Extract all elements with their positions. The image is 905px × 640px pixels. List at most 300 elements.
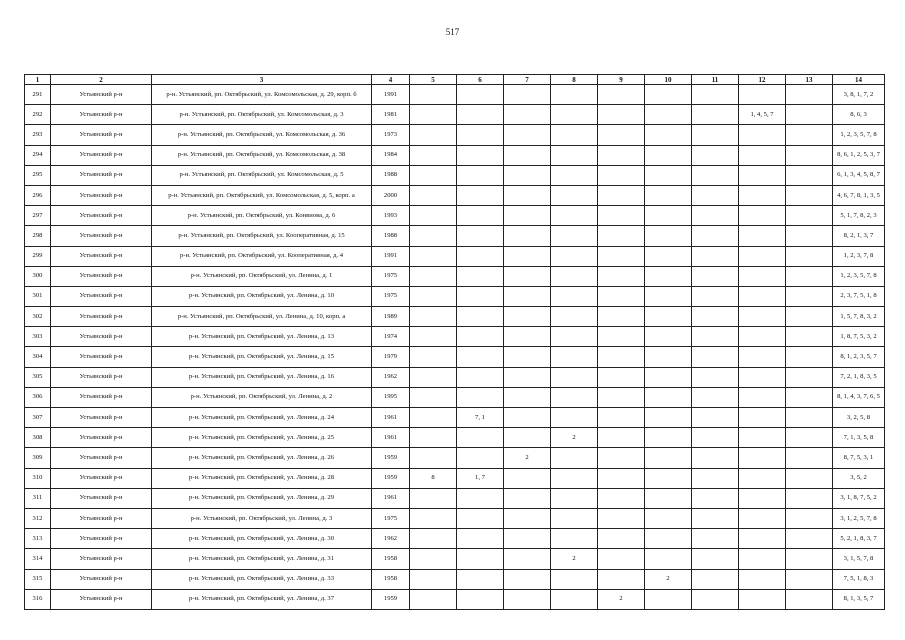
table-cell-col-10 [645, 589, 692, 609]
table-cell-col-9 [598, 408, 645, 428]
table-cell-col-6 [457, 347, 504, 367]
table-cell-col-8 [551, 508, 598, 528]
table-cell-col-12 [739, 387, 786, 407]
table-cell-col-7 [504, 549, 551, 569]
table-cell-col-6 [457, 145, 504, 165]
column-header: 5 [410, 75, 457, 85]
table-cell-col-7 [504, 105, 551, 125]
table-row [25, 165, 885, 185]
table-cell-col-14: 8, 7, 5, 3, 1 [833, 448, 885, 468]
table-cell-col-14: 3, 5, 2 [833, 468, 885, 488]
table-cell-col-2: Устьянский р-н [51, 307, 152, 327]
table-cell-col-7 [504, 165, 551, 185]
table-cell-col-8 [551, 165, 598, 185]
table-cell-col-9 [598, 529, 645, 549]
table-cell-col-8 [551, 488, 598, 508]
table-cell-col-4: 1984 [372, 145, 410, 165]
table-row [25, 307, 885, 327]
table-cell-col-4: 1981 [372, 105, 410, 125]
table-cell-col-2: Устьянский р-н [51, 387, 152, 407]
table-cell-col-11 [692, 165, 739, 185]
table-cell-col-12 [739, 428, 786, 448]
column-header: 3 [152, 75, 372, 85]
table-cell-col-5 [410, 105, 457, 125]
table-cell-col-14: 1, 2, 3, 5, 7, 8 [833, 266, 885, 286]
table-cell-col-13 [786, 286, 833, 306]
table-cell-col-1: 305 [25, 367, 51, 387]
table-cell-col-2: Устьянский р-н [51, 206, 152, 226]
table-cell-col-9 [598, 307, 645, 327]
table-cell-col-6 [457, 529, 504, 549]
table-cell-col-7 [504, 206, 551, 226]
table-cell-col-1: 296 [25, 185, 51, 205]
table-cell-col-7 [504, 428, 551, 448]
table-cell-col-2: Устьянский р-н [51, 125, 152, 145]
table-row [25, 286, 885, 306]
table-cell-col-12 [739, 206, 786, 226]
table-row [25, 488, 885, 508]
table-cell-col-12 [739, 266, 786, 286]
table-cell-col-3: р-н. Устьянский, рп. Октябрьский, ул. Ленина, д. 28 [152, 468, 372, 488]
table-cell-col-9 [598, 206, 645, 226]
table-cell-col-1: 316 [25, 589, 51, 609]
table-cell-col-5 [410, 529, 457, 549]
table-cell-col-8 [551, 286, 598, 306]
table-cell-col-1: 314 [25, 549, 51, 569]
table-cell-col-2: Устьянский р-н [51, 327, 152, 347]
column-header: 8 [551, 75, 598, 85]
table-row [25, 246, 885, 266]
table-cell-col-11 [692, 145, 739, 165]
table-cell-col-9 [598, 488, 645, 508]
table-cell-col-12 [739, 165, 786, 185]
table-cell-col-6 [457, 286, 504, 306]
table-cell-col-3: р-н. Устьянский, рп. Октябрьский, ул. Ленина, д. 30 [152, 529, 372, 549]
table-cell-col-13 [786, 145, 833, 165]
table-cell-col-10 [645, 408, 692, 428]
table-cell-col-5 [410, 508, 457, 528]
column-header: 14 [833, 75, 885, 85]
column-header: 1 [25, 75, 51, 85]
table-cell-col-3: р-н. Устьянский, рп. Октябрьский, ул. Комсомольская, д. 29, корп. б [152, 85, 372, 105]
table-cell-col-1: 306 [25, 387, 51, 407]
header-row [25, 75, 885, 85]
table-cell-col-14: 8, 1, 3, 5, 7 [833, 589, 885, 609]
table-cell-col-1: 311 [25, 488, 51, 508]
table-cell-col-4: 1979 [372, 347, 410, 367]
table-cell-col-10 [645, 105, 692, 125]
table-cell-col-10 [645, 529, 692, 549]
table-cell-col-7 [504, 468, 551, 488]
table-cell-col-4: 1961 [372, 488, 410, 508]
table-cell-col-4: 1962 [372, 367, 410, 387]
table-cell-col-13 [786, 307, 833, 327]
table-cell-col-7 [504, 408, 551, 428]
table-cell-col-5 [410, 428, 457, 448]
table-cell-col-5 [410, 307, 457, 327]
table-cell-col-4: 1973 [372, 125, 410, 145]
table-cell-col-7 [504, 589, 551, 609]
table-cell-col-5 [410, 85, 457, 105]
table-row [25, 85, 885, 105]
table-cell-col-12 [739, 549, 786, 569]
table-cell-col-14: 8, 1, 4, 3, 7, 6, 5 [833, 387, 885, 407]
table-cell-col-13 [786, 448, 833, 468]
table-cell-col-2: Устьянский р-н [51, 488, 152, 508]
table-cell-col-1: 292 [25, 105, 51, 125]
table-cell-col-14: 3, 1, 2, 5, 7, 8 [833, 508, 885, 528]
table-cell-col-11 [692, 266, 739, 286]
table-cell-col-9 [598, 428, 645, 448]
table-cell-col-1: 309 [25, 448, 51, 468]
table-cell-col-10: 2 [645, 569, 692, 589]
table-cell-col-3: р-н. Устьянский, рп. Октябрьский, ул. Ленина, д. 33 [152, 569, 372, 589]
table-cell-col-8 [551, 408, 598, 428]
table-cell-col-8 [551, 266, 598, 286]
table-cell-col-14: 3, 1, 8, 7, 5, 2 [833, 488, 885, 508]
column-header: 10 [645, 75, 692, 85]
table-cell-col-9 [598, 508, 645, 528]
column-header: 7 [504, 75, 551, 85]
table-cell-col-6 [457, 266, 504, 286]
table-cell-col-8 [551, 529, 598, 549]
table-row [25, 266, 885, 286]
table-cell-col-6 [457, 589, 504, 609]
table-body [25, 85, 885, 610]
table-cell-col-1: 313 [25, 529, 51, 549]
page-number: 517 [445, 27, 460, 37]
table-cell-col-8 [551, 206, 598, 226]
table-cell-col-4: 1959 [372, 589, 410, 609]
table-cell-col-14: 8, 1, 2, 3, 5, 7 [833, 347, 885, 367]
table-cell-col-13 [786, 408, 833, 428]
table-cell-col-10 [645, 185, 692, 205]
table-row [25, 589, 885, 609]
table-cell-col-11 [692, 367, 739, 387]
table-cell-col-5 [410, 569, 457, 589]
table-cell-col-6 [457, 85, 504, 105]
table-cell-col-9 [598, 347, 645, 367]
table-cell-col-4: 1962 [372, 529, 410, 549]
table-cell-col-12 [739, 347, 786, 367]
table-cell-col-12 [739, 529, 786, 549]
table-cell-col-1: 298 [25, 226, 51, 246]
table-cell-col-9 [598, 468, 645, 488]
table-cell-col-13 [786, 206, 833, 226]
table-cell-col-2: Устьянский р-н [51, 85, 152, 105]
table-cell-col-14: 5, 1, 7, 8, 2, 3 [833, 206, 885, 226]
table-cell-col-11 [692, 387, 739, 407]
table-row [25, 347, 885, 367]
table-row [25, 529, 885, 549]
table-cell-col-3: р-н. Устьянский, рп. Октябрьский, ул. Ленина, д. 16 [152, 367, 372, 387]
table-cell-col-2: Устьянский р-н [51, 266, 152, 286]
table-cell-col-2: Устьянский р-н [51, 589, 152, 609]
table-cell-col-13 [786, 105, 833, 125]
table-cell-col-12 [739, 468, 786, 488]
table-cell-col-6 [457, 367, 504, 387]
table-cell-col-6 [457, 125, 504, 145]
table-row [25, 226, 885, 246]
table-cell-col-10 [645, 145, 692, 165]
table-cell-col-11 [692, 85, 739, 105]
table-cell-col-11 [692, 105, 739, 125]
table-cell-col-14: 3, 8, 1, 7, 2 [833, 85, 885, 105]
table-cell-col-11 [692, 226, 739, 246]
table-cell-col-13 [786, 347, 833, 367]
column-header: 13 [786, 75, 833, 85]
column-header: 6 [457, 75, 504, 85]
table-cell-col-14: 2, 3, 7, 5, 1, 8 [833, 286, 885, 306]
table-cell-col-4: 1958 [372, 569, 410, 589]
table-cell-col-13 [786, 246, 833, 266]
table-cell-col-8: 2 [551, 549, 598, 569]
table-cell-col-4: 1974 [372, 327, 410, 347]
table-cell-col-7 [504, 226, 551, 246]
table-cell-col-1: 310 [25, 468, 51, 488]
table-cell-col-8 [551, 125, 598, 145]
table-cell-col-14: 7, 1, 3, 5, 8 [833, 428, 885, 448]
table-cell-col-8 [551, 387, 598, 407]
column-header: 11 [692, 75, 739, 85]
table-cell-col-2: Устьянский р-н [51, 468, 152, 488]
table-cell-col-3: р-н. Устьянский, рп. Октябрьский, ул. Комсомольская, д. 38 [152, 145, 372, 165]
table-cell-col-1: 295 [25, 165, 51, 185]
table-cell-col-4: 1988 [372, 165, 410, 185]
table-cell-col-6 [457, 307, 504, 327]
table-cell-col-6 [457, 508, 504, 528]
table-cell-col-13 [786, 569, 833, 589]
table-cell-col-2: Устьянский р-н [51, 529, 152, 549]
table-cell-col-4: 1975 [372, 508, 410, 528]
table-cell-col-11 [692, 246, 739, 266]
table-cell-col-6 [457, 569, 504, 589]
table-cell-col-5 [410, 488, 457, 508]
table-cell-col-7 [504, 327, 551, 347]
table-row [25, 428, 885, 448]
table-cell-col-12 [739, 226, 786, 246]
table-cell-col-5 [410, 408, 457, 428]
table-cell-col-2: Устьянский р-н [51, 286, 152, 306]
table-cell-col-3: р-н. Устьянский, рп. Октябрьский, ул. Ленина, д. 13 [152, 327, 372, 347]
table-cell-col-13 [786, 125, 833, 145]
table-cell-col-13 [786, 266, 833, 286]
table-cell-col-10 [645, 206, 692, 226]
table-cell-col-4: 1961 [372, 408, 410, 428]
table-cell-col-5 [410, 125, 457, 145]
table-cell-col-5 [410, 367, 457, 387]
table-cell-col-10 [645, 286, 692, 306]
table-cell-col-7 [504, 266, 551, 286]
table-cell-col-8 [551, 226, 598, 246]
table-cell-col-3: р-н. Устьянский, рп. Октябрьский, ул. Ленина, д. 26 [152, 448, 372, 468]
table-row [25, 206, 885, 226]
table-cell-col-1: 302 [25, 307, 51, 327]
table-cell-col-4: 1988 [372, 226, 410, 246]
table-cell-col-13 [786, 589, 833, 609]
table-cell-col-7: 2 [504, 448, 551, 468]
table-row [25, 569, 885, 589]
table-cell-col-5 [410, 286, 457, 306]
table-cell-col-4: 1975 [372, 286, 410, 306]
table-cell-col-7 [504, 569, 551, 589]
table-cell-col-10 [645, 307, 692, 327]
table-cell-col-3: р-н. Устьянский, рп. Октябрьский, ул. Ленина, д. 1 [152, 266, 372, 286]
table-cell-col-14: 1, 2, 3, 7, 8 [833, 246, 885, 266]
table-cell-col-3: р-н. Устьянский, рп. Октябрьский, ул. Ленина, д. 3 [152, 508, 372, 528]
table-cell-col-10 [645, 165, 692, 185]
table-cell-col-11 [692, 408, 739, 428]
table-cell-col-8 [551, 468, 598, 488]
table-cell-col-7 [504, 488, 551, 508]
table-cell-col-3: р-н. Устьянский, рп. Октябрьский, ул. Ленина, д. 37 [152, 589, 372, 609]
table-cell-col-10 [645, 347, 692, 367]
table-cell-col-7 [504, 387, 551, 407]
table-cell-col-12 [739, 589, 786, 609]
table-cell-col-11 [692, 549, 739, 569]
table-cell-col-3: р-н. Устьянский, рп. Октябрьский, ул. Комсомольская, д. 36 [152, 125, 372, 145]
table-cell-col-8 [551, 347, 598, 367]
table-cell-col-12 [739, 488, 786, 508]
table-cell-col-12 [739, 408, 786, 428]
table-cell-col-3: р-н. Устьянский, рп. Октябрьский, ул. Комсомольская, д. 5 [152, 165, 372, 185]
table-cell-col-9 [598, 569, 645, 589]
table-cell-col-11 [692, 327, 739, 347]
table-cell-col-14: 6, 1, 3, 4, 5, 8, 7 [833, 165, 885, 185]
table-cell-col-4: 1959 [372, 448, 410, 468]
table-cell-col-12 [739, 569, 786, 589]
table-cell-col-8 [551, 145, 598, 165]
table-cell-col-2: Устьянский р-н [51, 185, 152, 205]
table-cell-col-12 [739, 185, 786, 205]
table-cell-col-11 [692, 488, 739, 508]
column-header: 2 [51, 75, 152, 85]
table-cell-col-10 [645, 226, 692, 246]
table-cell-col-9 [598, 387, 645, 407]
table-cell-col-13 [786, 529, 833, 549]
table-cell-col-10 [645, 85, 692, 105]
table-cell-col-6 [457, 549, 504, 569]
table-cell-col-7 [504, 508, 551, 528]
table-cell-col-5: 8 [410, 468, 457, 488]
table-cell-col-6 [457, 387, 504, 407]
table-cell-col-5 [410, 246, 457, 266]
table-cell-col-12 [739, 327, 786, 347]
table-cell-col-6 [457, 206, 504, 226]
column-header: 4 [372, 75, 410, 85]
table-cell-col-11 [692, 589, 739, 609]
table-cell-col-14: 3, 1, 5, 7, 8 [833, 549, 885, 569]
table-cell-col-14: 7, 2, 1, 8, 3, 5 [833, 367, 885, 387]
table-cell-col-11 [692, 569, 739, 589]
table-cell-col-11 [692, 347, 739, 367]
table-cell-col-4: 1989 [372, 307, 410, 327]
table-cell-col-11 [692, 428, 739, 448]
table-cell-col-1: 307 [25, 408, 51, 428]
table-cell-col-6 [457, 327, 504, 347]
table-cell-col-5 [410, 185, 457, 205]
table-cell-col-10 [645, 246, 692, 266]
table-cell-col-13 [786, 367, 833, 387]
table-cell-col-10 [645, 468, 692, 488]
table-cell-col-14: 1, 5, 7, 8, 3, 2 [833, 307, 885, 327]
table-cell-col-7 [504, 185, 551, 205]
table-cell-col-4: 1991 [372, 85, 410, 105]
table-cell-col-11 [692, 468, 739, 488]
table-row [25, 387, 885, 407]
table-cell-col-12 [739, 508, 786, 528]
table-row [25, 508, 885, 528]
table-cell-col-5 [410, 266, 457, 286]
table-cell-col-12 [739, 448, 786, 468]
table-cell-col-14: 7, 5, 1, 8, 3 [833, 569, 885, 589]
table-cell-col-7 [504, 286, 551, 306]
table-cell-col-9 [598, 105, 645, 125]
table-cell-col-14: 8, 6, 3 [833, 105, 885, 125]
table-row [25, 549, 885, 569]
table-cell-col-13 [786, 428, 833, 448]
table-cell-col-2: Устьянский р-н [51, 428, 152, 448]
table-cell-col-1: 294 [25, 145, 51, 165]
table-row [25, 367, 885, 387]
table-cell-col-5 [410, 347, 457, 367]
table-cell-col-8 [551, 185, 598, 205]
table-cell-col-13 [786, 508, 833, 528]
table-cell-col-8 [551, 85, 598, 105]
table-cell-col-10 [645, 327, 692, 347]
table-cell-col-14: 8, 2, 1, 3, 7 [833, 226, 885, 246]
table-cell-col-10 [645, 367, 692, 387]
table-cell-col-7 [504, 85, 551, 105]
table-cell-col-5 [410, 589, 457, 609]
table-cell-col-3: р-н. Устьянский, рп. Октябрьский, ул. Ленина, д. 31 [152, 549, 372, 569]
table-cell-col-12 [739, 367, 786, 387]
table-cell-col-11 [692, 185, 739, 205]
table-cell-col-6 [457, 165, 504, 185]
table-cell-col-7 [504, 529, 551, 549]
table-row [25, 448, 885, 468]
table-cell-col-5 [410, 448, 457, 468]
table-cell-col-4: 1958 [372, 549, 410, 569]
table-cell-col-10 [645, 387, 692, 407]
table-cell-col-9 [598, 246, 645, 266]
table-cell-col-9 [598, 226, 645, 246]
table-cell-col-7 [504, 307, 551, 327]
table-cell-col-5 [410, 549, 457, 569]
table-cell-col-11 [692, 508, 739, 528]
table-cell-col-6: 7, 1 [457, 408, 504, 428]
table-cell-col-4: 1959 [372, 468, 410, 488]
table-cell-col-13 [786, 226, 833, 246]
data-table [24, 74, 885, 610]
table-cell-col-3: р-н. Устьянский, рп. Октябрьский, ул. Ленина, д. 29 [152, 488, 372, 508]
table-cell-col-5 [410, 226, 457, 246]
table-cell-col-9 [598, 448, 645, 468]
table-cell-col-13 [786, 165, 833, 185]
table-cell-col-5 [410, 327, 457, 347]
table-cell-col-14: 3, 2, 5, 8 [833, 408, 885, 428]
table-cell-col-6 [457, 488, 504, 508]
table-row [25, 327, 885, 347]
table-cell-col-1: 297 [25, 206, 51, 226]
table-cell-col-3: р-н. Устьянский, рп. Октябрьский, ул. Комсомольская, д. 5, корп. а [152, 185, 372, 205]
table-cell-col-6 [457, 226, 504, 246]
table-cell-col-8 [551, 367, 598, 387]
table-cell-col-9 [598, 125, 645, 145]
table-cell-col-8 [551, 327, 598, 347]
table-cell-col-12 [739, 145, 786, 165]
table-cell-col-7 [504, 347, 551, 367]
